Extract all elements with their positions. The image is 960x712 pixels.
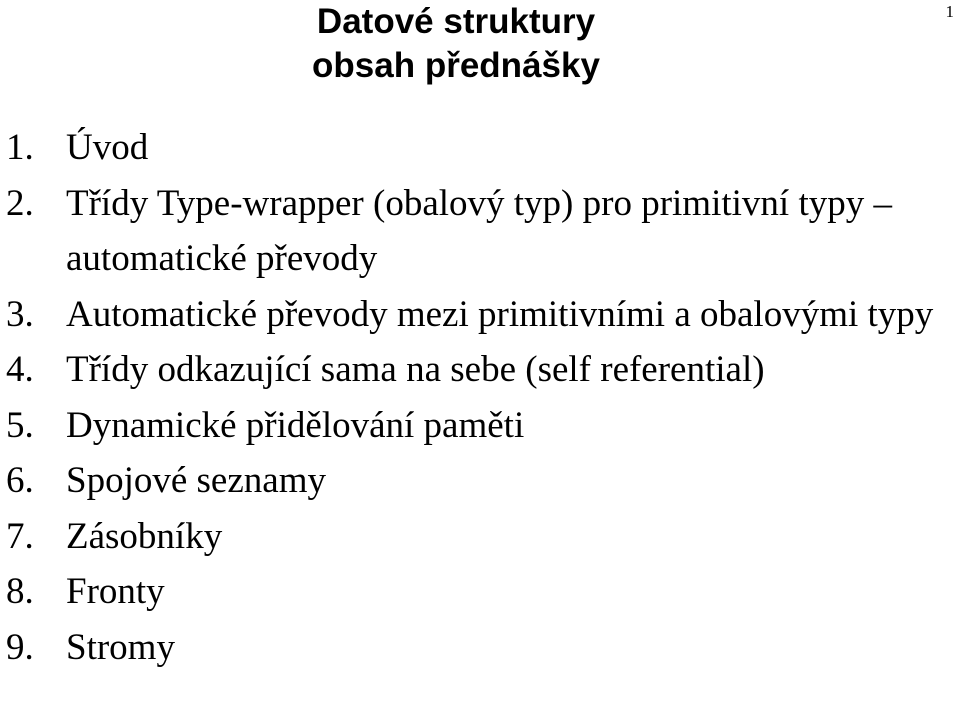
agenda-item-number: 2.	[6, 182, 34, 224]
agenda-item-5	[0, 398, 940, 454]
agenda-item-number: 6.	[6, 460, 34, 501]
slide-title-line-2: obsah přednášky	[312, 46, 600, 85]
agenda-item-text: Stromy	[66, 626, 175, 668]
agenda-item-6	[0, 453, 940, 509]
agenda-item-text: Úvod	[66, 127, 149, 168]
agenda-item-8	[0, 564, 940, 620]
agenda-item-text: Fronty	[66, 571, 165, 612]
agenda-item-text: Spojové seznamy	[66, 460, 326, 501]
agenda-list	[0, 120, 940, 675]
agenda-item-3	[0, 287, 940, 343]
agenda-item-2	[0, 176, 940, 287]
agenda-item-number: 7.	[6, 515, 34, 557]
slide-title-line-1: Datové struktury	[316, 2, 596, 41]
agenda-item-1	[0, 120, 940, 176]
agenda-item-4	[0, 342, 940, 398]
agenda-item-number: 8.	[6, 571, 34, 612]
agenda-item-9	[0, 620, 940, 676]
agenda-item-text: Třídy Type-wrapper (obalový typ) pro primitivní typy – automatické převody	[66, 182, 892, 279]
page-number: 1	[945, 2, 954, 21]
agenda-item-7	[0, 509, 940, 565]
agenda-item-text: Automatické převody mezi primitivními a obalovými typy	[66, 293, 934, 335]
agenda-item-text: Dynamické přidělování paměti	[66, 404, 525, 446]
agenda-item-number: 5.	[6, 404, 34, 446]
agenda-item-text: Třídy odkazující sama na sebe (self referential)	[66, 349, 765, 390]
agenda-item-number: 1.	[6, 127, 34, 168]
agenda-item-number: 3.	[6, 293, 34, 335]
agenda-item-number: 9.	[6, 626, 34, 668]
slide-title	[0, 0, 912, 88]
agenda-item-text: Zásobníky	[66, 515, 223, 557]
agenda-item-number: 4.	[6, 349, 34, 390]
